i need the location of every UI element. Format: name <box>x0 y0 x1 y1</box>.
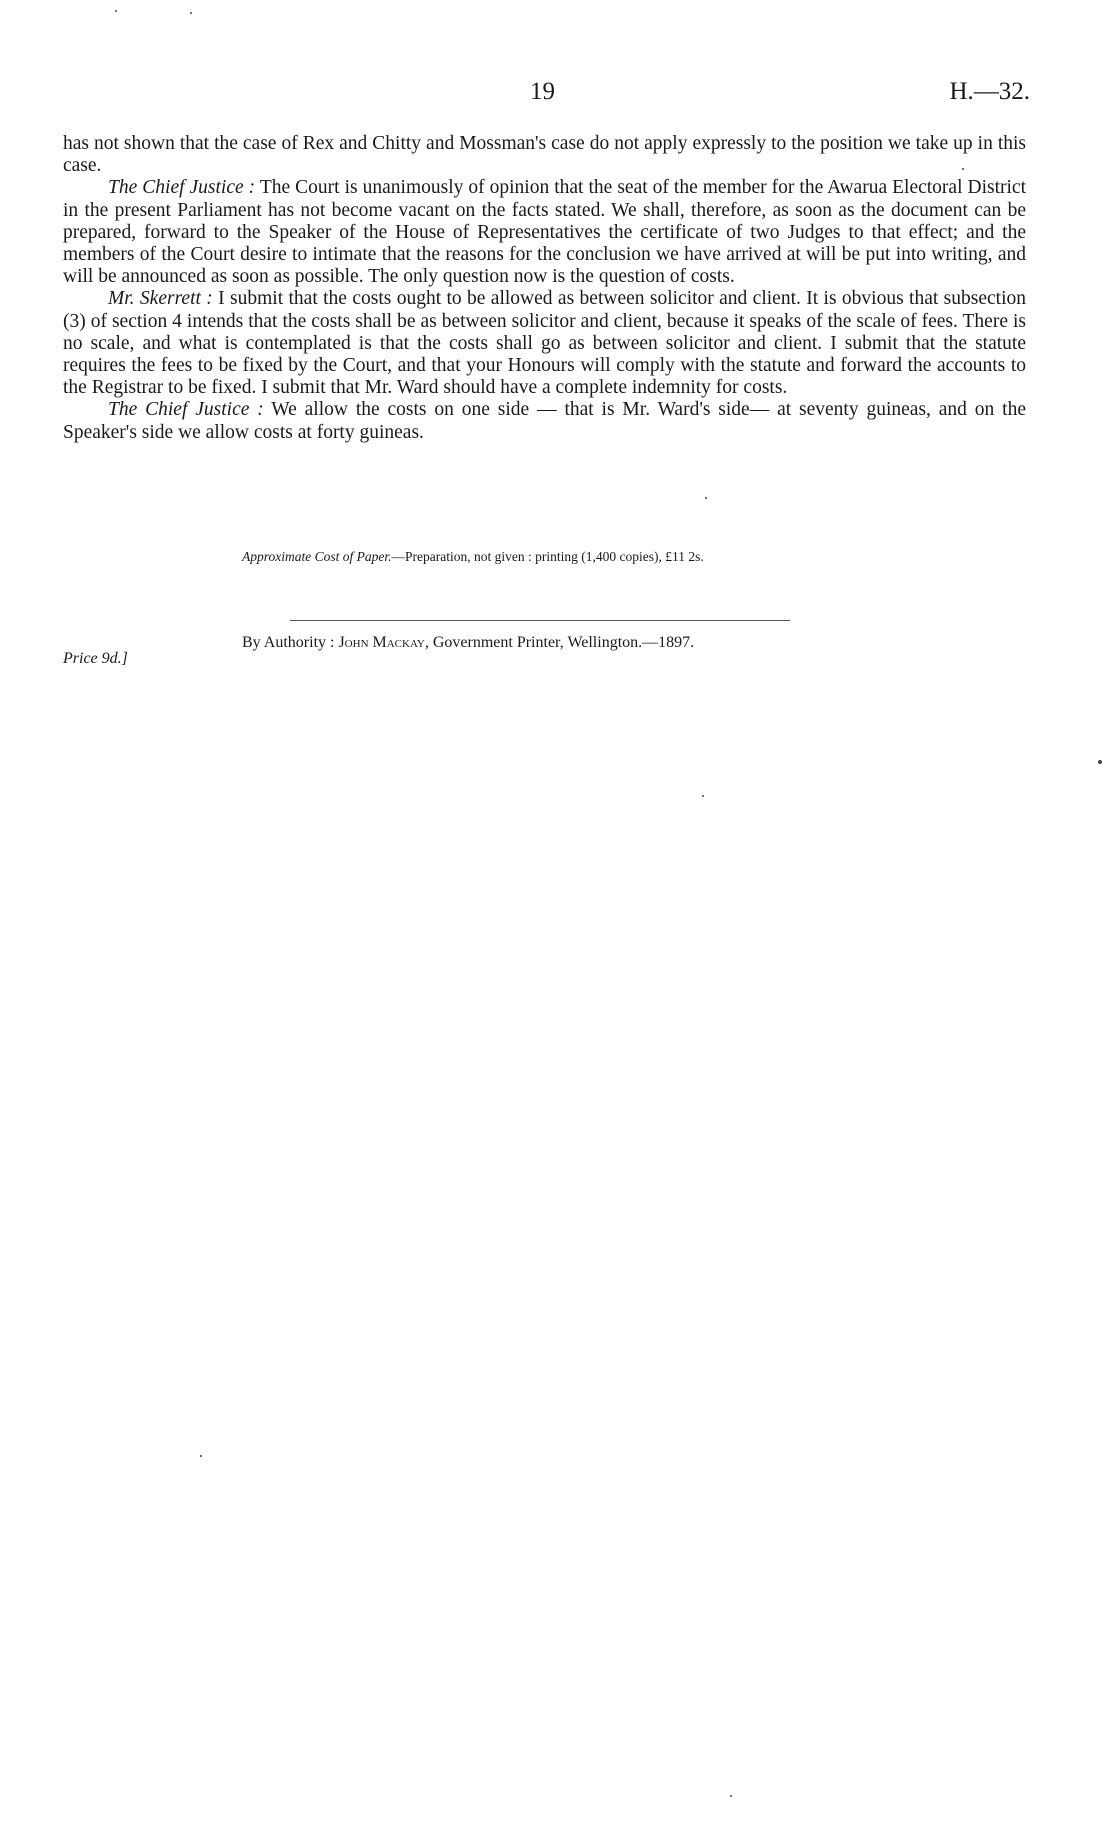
body-text <box>63 133 1026 444</box>
paper-speck <box>962 168 964 170</box>
paper-speck <box>1098 760 1102 764</box>
speech-text: I submit that the costs ought to be allowed as between solicitor and client. It is obvious that subsection (3) of section 4 intends that the costs shall be as between solicitor and client, because it speaks of the scale of fees. There is no scale, and what is contemplated is that the costs shall go as between solicitor and client. I submit that the statute requires the fees to be fixed by the Court, and that your Honours will comply with the statute and forward the accounts to the Registrar to be fixed. I submit that Mr. Ward should have a complete indemnity for costs. <box>63 288 1026 399</box>
page-number: 19 <box>530 78 555 105</box>
speaker-name: Mr. Skerrett : <box>108 288 213 310</box>
cost-text: —Preparation, not given : printing (1,400 copies), £11 2s. <box>391 549 704 564</box>
speech-text: We allow the costs on one side — that is Mr. Ward's side— at seventy guineas, and on the Speaker's side we allow costs at forty guineas. <box>63 399 1026 443</box>
footer-rule <box>290 620 790 621</box>
price: Price 9d.] <box>63 650 128 667</box>
cost-label: Approximate Cost of Paper. <box>242 549 392 564</box>
printer-name: John Mackay <box>338 634 425 651</box>
paper-speck <box>730 1795 732 1797</box>
printer-imprint <box>242 634 862 652</box>
speech-text: The Court is unanimously of opinion that the seat of the member for the Awarua Electoral District in the present Parliament has not become vacant on the facts stated. We shall, therefore, as soon as the document can be prepared, forward to the Speaker of the House of Representatives the certificate of two Judges to that effect; and the members of the Court desire to intimate that the reasons for the conclusion we have arrived at will be put into writing, and will be announced as soon as possible. The only question now is the question of costs. <box>63 177 1026 288</box>
paper-speck <box>200 1455 202 1457</box>
paper-speck <box>705 497 707 499</box>
paragraph-chief-justice-costs <box>63 399 1026 443</box>
paper-speck <box>702 795 704 797</box>
paper-speck <box>115 10 117 12</box>
imprint-suffix: , Government Printer, Wellington.—1897. <box>424 634 695 651</box>
speaker-name: The Chief Justice : <box>108 177 256 199</box>
paragraph-skerrett-submission <box>63 288 1026 399</box>
cost-of-paper-note <box>242 549 862 565</box>
paragraph-continuation: has not shown that the case of Rex and Chitty and Mossman's case do not apply expressly to the position we take up in this case. <box>63 133 1026 177</box>
paper-speck <box>190 12 192 14</box>
speaker-name: The Chief Justice : <box>108 399 264 421</box>
paragraph-chief-justice-ruling <box>63 177 1026 288</box>
document-reference: H.—32. <box>949 78 1030 105</box>
imprint-prefix: By Authority : <box>242 634 339 651</box>
